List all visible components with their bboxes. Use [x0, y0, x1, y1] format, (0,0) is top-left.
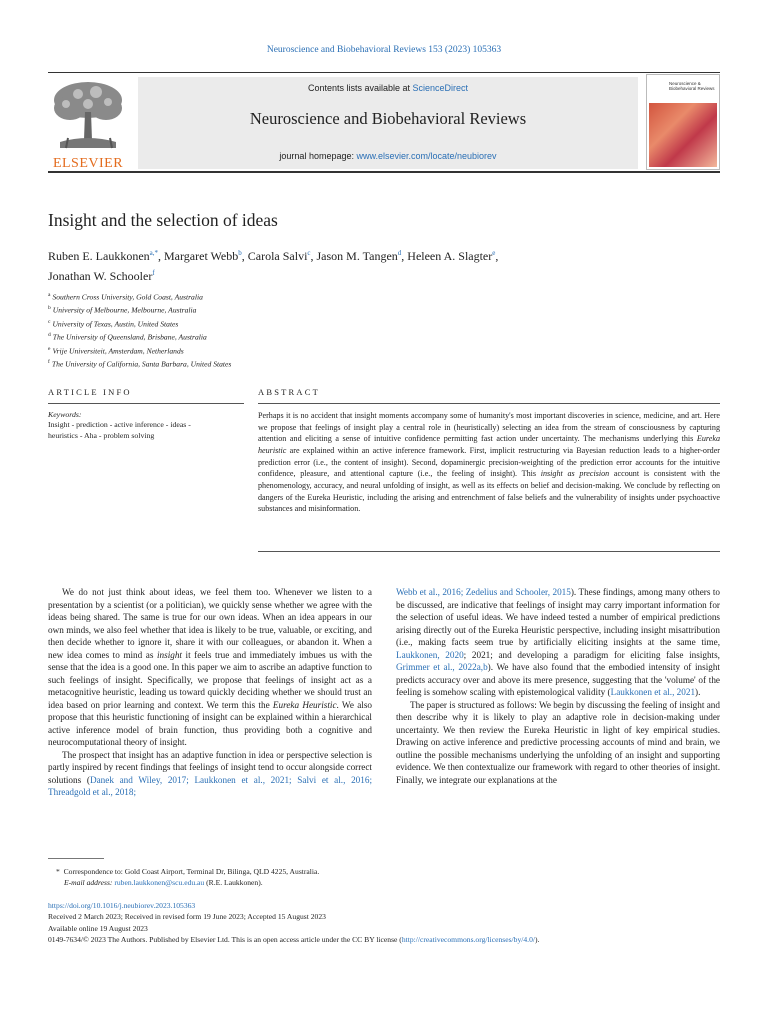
keywords-line-2: heuristics - Aha - problem solving	[48, 431, 155, 440]
author-1-affil[interactable]: b	[238, 249, 242, 257]
license-link[interactable]: http://creativecommons.org/licenses/by/4.0/	[401, 934, 535, 944]
body-paragraph: We do not just think about ideas, we feel them too. Whenever we listen to a presentation by a scientist (or a politician), we quickly sense whether we agree with the ideas being shared. The same is true for our own ideas. When an idea appears in our own minds, we also feel whether that idea is likely to be true, valuable, or exciting, and then decide whether to ignore it, share it with our colleagues, or abandon it. When a new idea comes to mind as insight it feels true and immediately imbues us with the sense that the idea is a good one. In this paper we aim to ascribe an adaptive function to such feelings of insight. Specifically, we propose that feelings of insight act as a metacognitive heuristic, leading us toward quickly deciding whether we should trust an idea based on prior learning and context. We term this the Eureka Heuristic. We also propose that this heuristic functioning of insight can be explained within a hierarchical active inference model of brain function, thus providing both a cognitive and neurocomputational theory of insight.	[48, 587, 372, 747]
received-dates: Received 2 March 2023; Received in revised form 19 June 2023; Accepted 15 August 2023	[48, 912, 326, 922]
journal-cover-thumbnail[interactable]	[646, 74, 720, 170]
author-1[interactable]: Margaret Webb$^b$,	[164, 249, 248, 263]
author-0-affil[interactable]: a,*	[149, 249, 159, 257]
author-4[interactable]: Heleen A. Slagter$^e$,	[407, 249, 499, 263]
author-2-affil[interactable]: c	[307, 249, 311, 257]
email-link[interactable]: ruben.laukkonen@scu.edu.au	[114, 878, 205, 887]
citation-link[interactable]: Danek and Wiley, 2017; Laukkonen et al., 2021; Salvi et al., 2016; Threadgold et al., 2018;	[48, 774, 372, 797]
affiliation-item: $^b$ University of Melbourne, Melbourne, Australia	[48, 305, 197, 315]
contents-line	[138, 83, 638, 93]
cover-artwork	[649, 103, 717, 167]
author-3[interactable]: Jason M. Tangen$^d$,	[316, 249, 408, 263]
affiliation-list	[48, 290, 231, 371]
running-head[interactable]: Neuroscience and Biobehavioral Reviews 153 (2023) 105363	[266, 45, 502, 55]
masthead-top-rule	[48, 72, 720, 73]
masthead-bottom-rule	[48, 171, 720, 173]
sciencedirect-link[interactable]: ScienceDirect	[412, 83, 469, 93]
keywords-label: Keywords:	[48, 410, 82, 419]
body-paragraph: The paper is structured as follows: We begin by discussing the feeling of insight and then describe why it is likely to play an adaptive role in decision-making under uncertainty. We then review the Eureka Heuristic in light of key empirical studies. Drawing on active inference and predictive processing accounts of mind and brain, we outline the possible mechanisms underlying the unfolding of an insight and supporting evidence. We then contextualize our framework with regard to other theories of insight. Finally, we integrate our explanations at the	[396, 699, 720, 785]
body-column-right	[396, 586, 720, 786]
author-list	[48, 245, 728, 285]
abstract-heading: ABSTRACT	[258, 387, 320, 397]
body-paragraph: The prospect that insight has an adaptive function in idea or perspective selection is partly inspired by recent findings that feelings of insight tend to occur alongside correct solutions (Danek and Wiley, 2017; Laukkonen et al., 2021; Salvi et al., 2016; Threadgold et al., 2018;	[48, 749, 372, 797]
citation-link[interactable]: Laukkonen et al., 2021	[610, 687, 696, 697]
article-info-rule	[48, 403, 244, 404]
doi-link[interactable]: https://doi.org/10.1016/j.neubiorev.2023.105363	[48, 901, 196, 910]
contents-prefix: Contents lists available at	[307, 83, 413, 93]
available-online: Available online 19 August 2023	[48, 923, 148, 933]
journal-name: Neuroscience and Biobehavioral Reviews	[249, 109, 527, 128]
cover-title: Neuroscience & Biobehavioral Reviews	[669, 81, 715, 91]
body-paragraph: Webb et al., 2016; Zedelius and Schooler, 2015). These findings, among many others to be discussed, are indicative that feelings of insight may carry important information for the selection of useful ideas. We have indeed tested a number of empirical predictions arising directly out of the Eureka Heuristic perspective, including insight misattribution (i.e., making facts seem true by artificially eliciting insights at the same time, Laukkonen, 2020; 2021; and developing a paradigm for eliciting false insights, Grimmer et al., 2022a,b). We have also found that the embodied intensity of insight predicts accuracy over and above its mere presence, suggesting that the 'volume' of the feeling is somehow scaling with epistemological validity (Laukkonen et al., 2021).	[396, 587, 720, 697]
elsevier-logo[interactable]	[48, 78, 128, 171]
keywords-block	[48, 410, 248, 441]
abstract-text: Perhaps it is no accident that insight moments accompany some of humanity's most important discoveries in science, medicine, and art. Here we propose that feelings of insight play a central role in (heuristically) selecting an idea from the stream of consciousness by capturing attention and eliciting a sense of intuitive confidence permitting fast action under uncertainty. The mechanisms underlying this Eureka heuristic are explained within an active inference framework. First, implicit restructuring via Bayesian reduction leads to a higher-order prediction error (i.e., the content of insight). Second, dopaminergic precision-weighting of the prediction error accounts for the intuitive confidence, pleasure, and attentional capture (i.e., the feeling of insight). This insight as precision account is consistent with the phenomenology, accuracy, and neural unfolding of insight, as well as its effects on belief and decision-making. We conclude by reflecting on dangers of the Eureka Heuristic, including the arising and entrenchment of false beliefs and the vulnerability of insights under psychoactive substances and misinformation.	[258, 411, 720, 514]
article-title: Insight and the selection of ideas	[48, 210, 278, 230]
citation-link[interactable]: Grimmer et al., 2022a,b	[396, 662, 488, 672]
email-label: E-mail address:	[64, 878, 113, 887]
journal-homepage-link[interactable]: www.elsevier.com/locate/neubiorev	[356, 151, 497, 161]
affiliation-item: $^e$ Vrije Universiteit, Amsterdam, Netherlands	[48, 345, 184, 356]
article-history	[48, 900, 748, 945]
affiliation-item: $^a$ Southern Cross University, Gold Coast, Australia	[48, 292, 203, 302]
author-0[interactable]: Ruben E. Laukkonen$^{a,*}$,	[48, 249, 165, 263]
author-3-affil[interactable]: d	[397, 249, 402, 257]
keywords-line-1: Insight - prediction - active inference - ideas -	[48, 420, 191, 429]
masthead-center-box	[138, 77, 638, 169]
body-column-left	[48, 586, 372, 799]
author-5[interactable]: Jonathan W. Schooler$^f$	[48, 269, 155, 283]
journal-homepage-line	[138, 151, 638, 161]
journal-masthead	[48, 72, 720, 172]
email-line: E-mail address: ruben.laukkonen@scu.edu.au (R.E. Laukkonen).	[64, 878, 263, 887]
license-line: 0149-7634/© 2023 The Authors. Published by Elsevier Ltd. This is an open access article under the CC BY license (http://creativecommons.org/licenses/by/4.0/).	[48, 934, 540, 944]
author-4-affil[interactable]: e	[492, 249, 496, 257]
author-2[interactable]: Carola Salvi$^c$,	[247, 249, 317, 263]
affiliation-item: $^c$ University of Texas, Austin, United States	[48, 318, 179, 329]
author-5-affil[interactable]: f	[152, 269, 155, 277]
correspondence-footnote	[48, 866, 728, 888]
footnote-rule	[48, 858, 104, 859]
affiliation-item: $^f$ The University of California, Santa Barbara, United States	[48, 359, 232, 369]
affiliation-item: $^d$ The University of Queensland, Brisbane, Australia	[48, 332, 207, 342]
abstract-bottom-rule	[258, 551, 720, 552]
citation-link[interactable]: Laukkonen, 2020	[396, 649, 464, 660]
elsevier-tree-icon	[48, 78, 128, 154]
citation-link[interactable]: Webb et al., 2016; Zedelius and Schooler, 2015	[396, 587, 571, 597]
correspondence-line: * Correspondence to: Gold Coast Airport, Terminal Dr, Bilinga, QLD 4225, Australia.	[56, 867, 320, 876]
article-info-heading: ARTICLE INFO	[48, 387, 132, 397]
footnote-marker: *	[56, 867, 60, 876]
publisher-wordmark: ELSEVIER	[52, 156, 124, 171]
abstract-rule	[258, 403, 720, 404]
homepage-prefix: journal homepage:	[279, 151, 357, 161]
